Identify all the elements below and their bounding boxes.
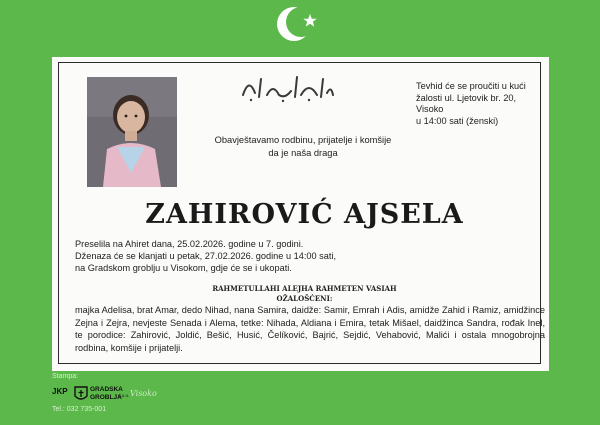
funeral-details — [75, 238, 375, 274]
prayer-line: žalosti ul. Ljetovik br. 20, Visoko — [416, 92, 517, 114]
print-label: Stampa: — [52, 373, 79, 380]
arabic-calligraphy — [237, 69, 337, 105]
notice-frame — [58, 62, 545, 364]
announcement-line: da je naša draga — [268, 147, 338, 158]
deceased-name: ZAHIROVIĆ AJSELA — [145, 199, 464, 230]
obituary-notice — [52, 57, 549, 371]
prayer-info — [416, 81, 546, 127]
company-suffix: d.o.o. — [118, 393, 130, 398]
detail-line: Dženaza će se klanjati u petak, 27.02.2026. godine u 14:00 sati, — [75, 251, 337, 261]
deceased-photo — [87, 77, 177, 187]
company-phone: Tel.: 032 735-001 — [52, 406, 107, 413]
announcement-line: Obavještavamo rodbinu, prijatelje i komšije — [214, 135, 392, 145]
bereaved-heading: OŽALOŠĆENI: — [276, 293, 333, 303]
company-name-line: GROBLJA — [90, 394, 122, 401]
dua-block — [59, 284, 550, 303]
announcement — [179, 134, 427, 159]
dua-text: RAHMETULLAHI ALEJHA RAHMETEN VASIAH — [212, 284, 397, 293]
detail-line: na Gradskom groblju u Visokom, gdje će se i ukopati. — [75, 263, 292, 273]
crescent-star-icon — [276, 2, 324, 46]
prayer-line: u 14:00 sati (ženski) — [416, 115, 499, 126]
company-name-line: GRADSKA — [90, 386, 123, 393]
company-short: JKP — [52, 387, 68, 396]
mourners-list: majka Adelisa, brat Amar, dedo Nihad, nana Samira, daidže: Samir, Emrah i Adis, amidže Zahid i Ramiz, amidžince Zejna i Zejra, nevjeste Senada i Alema, tetke: Nihada, Aldiana i Emira, tetak Mišael, daidžinca Sandra, rođak Inel, te porodice: Zahirović, Joldić, Bešić, Husić, Čelíković, Bajrić, Sejdić, Vehabović, Malići i ostala mnogobrojna rodbina, komšije i prijatelji. — [75, 305, 545, 353]
company-cursive: Visoko — [130, 389, 157, 398]
company-logo-icon — [74, 386, 88, 402]
printer-footer — [52, 373, 252, 425]
prayer-line: Tevhid će se proučiti u kući — [416, 81, 526, 91]
detail-line: Preselila na Ahiret dana, 25.02.2026. godine u 7. godini. — [75, 239, 304, 249]
